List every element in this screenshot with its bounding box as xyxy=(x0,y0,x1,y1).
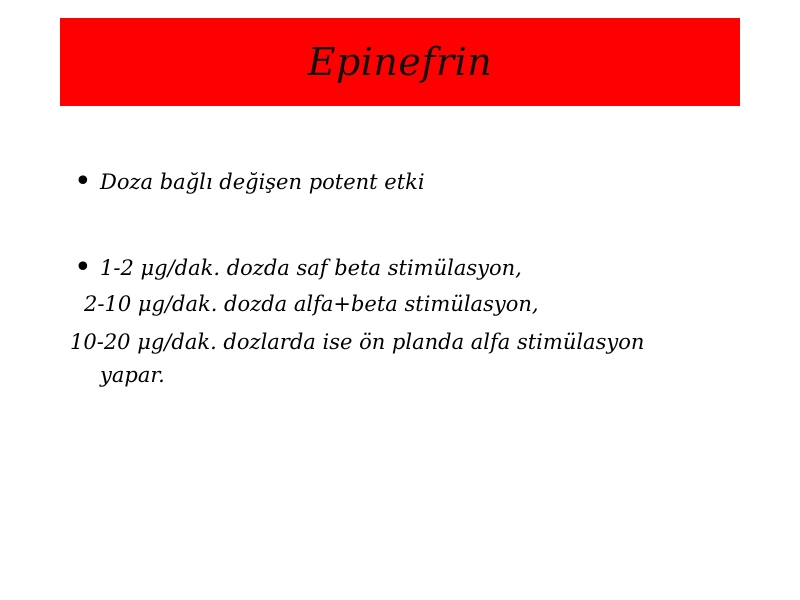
bullet-2-line-3: 10-20 μg/dak. dozlarda ise ön planda alfa stimülasyon xyxy=(70,330,645,354)
bullet-2-line-2: 2-10 μg/dak. dozda alfa+beta stimülasyon, xyxy=(84,292,539,316)
bullet-2-line-1: 1-2 μg/dak. dozda saf beta stimülasyon, xyxy=(100,256,522,280)
bullet-1-text: Doza bağlı değişen potent etki xyxy=(100,170,425,194)
bullet-2-line-4: yapar. xyxy=(100,363,165,387)
slide-title: Epinefrin xyxy=(307,40,493,84)
bullet-1-marker: • xyxy=(74,164,92,199)
bullet-2-marker: • xyxy=(74,250,92,285)
